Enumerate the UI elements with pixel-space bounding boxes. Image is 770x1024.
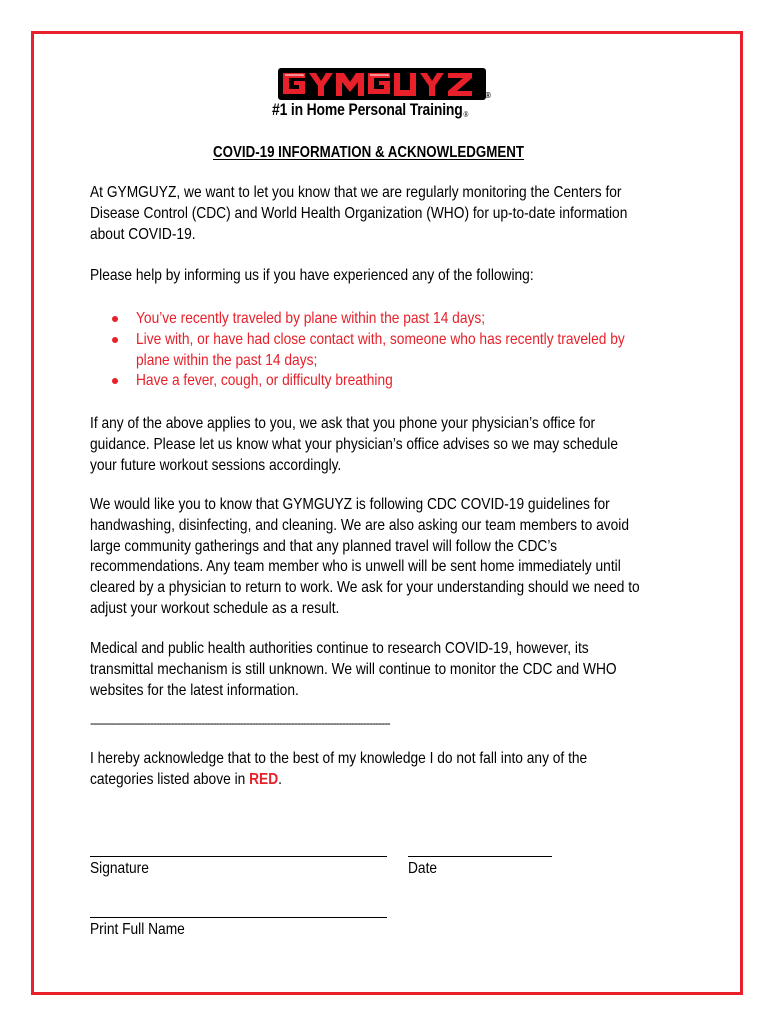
text-line: At GYMGUYZ, we want to let you know that we are regularly monitoring the Centers for	[90, 184, 622, 201]
registered-mark: ®	[485, 91, 491, 100]
guidelines-paragraph	[90, 495, 675, 620]
list-item	[112, 371, 704, 392]
gymguyz-wordmark	[278, 67, 494, 103]
text-line: websites for the latest information.	[90, 681, 299, 699]
dashed-separator: ----------------------------------------------------------------------------------------------------	[90, 718, 390, 728]
tagline-registered-mark: ®	[463, 110, 469, 119]
text-line: I hereby acknowledge that to the best of my knowledge I do not fall into any of the	[90, 750, 588, 767]
list-item-text: Live with, or have had close contact with, someone who has recently traveled by	[136, 330, 625, 348]
date-field[interactable]	[408, 856, 552, 857]
tagline-text: #1 in Home Personal Training	[272, 100, 463, 119]
text-line: Disease Control (CDC) and World Health Organization (WHO) for up-to-date information	[90, 204, 628, 222]
text-line: We would like you to know that GYMGUYZ is following CDC COVID-19 guidelines for	[90, 496, 610, 513]
full-name-label: Print Full Name	[90, 921, 185, 938]
text-line: recommendations. Any team member who is unwell will be sent home immediately until	[90, 558, 621, 576]
text-line: cleared by a physician to return to work. We ask for your understanding should we need to	[90, 579, 640, 597]
text-line: your future workout sessions accordingly.	[90, 456, 342, 474]
intro-paragraph	[90, 183, 675, 245]
research-paragraph	[90, 639, 675, 701]
date-label: Date	[408, 860, 438, 877]
signature-field[interactable]	[90, 856, 387, 857]
physician-paragraph	[90, 414, 675, 476]
text-line: transmittal mechanism is still unknown. We will continue to monitor the CDC and WHO	[90, 660, 617, 678]
list-item-text: You’ve recently traveled by plane within the past 14 days;	[136, 310, 486, 327]
list-item-text: plane within the past 14 days;	[136, 351, 318, 369]
acknowledgement-paragraph	[90, 749, 675, 791]
ack-text: categories listed above in	[90, 770, 250, 788]
full-name-field[interactable]	[90, 917, 387, 918]
list-item	[112, 309, 704, 330]
bullet-icon	[112, 337, 118, 343]
text-line: Medical and public health authorities continue to research COVID-19, however, its	[90, 640, 589, 657]
text-line: about COVID-19.	[90, 225, 196, 243]
text-line: large community gatherings and that any planned travel will follow the CDC’s	[90, 537, 558, 555]
text-line: adjust your workout schedule as a result.	[90, 599, 340, 617]
document-title: COVID-19 INFORMATION & ACKNOWLEDGMENT	[213, 144, 525, 161]
symptom-list	[112, 309, 704, 392]
text-line: If any of the above applies to you, we ask that you phone your physician’s office for	[90, 415, 596, 432]
symptoms-prompt	[90, 266, 675, 287]
list-item-text: Have a fever, cough, or difficulty breathing	[136, 372, 393, 390]
bullet-icon	[112, 378, 118, 384]
logo-tagline	[272, 100, 468, 120]
ack-period: .	[278, 770, 282, 788]
list-item	[112, 330, 704, 372]
text-line	[90, 770, 675, 791]
text-line: Please help by informing us if you have experienced any of the following:	[90, 267, 534, 284]
signature-label: Signature	[90, 860, 149, 877]
text-line: guidance. Please let us know what your physician’s office advises so we may schedule	[90, 435, 619, 453]
bullet-icon	[112, 316, 118, 322]
text-line: handwashing, disinfecting, and cleaning. We are also asking our team members to avoid	[90, 516, 629, 534]
red-emphasis: RED	[249, 770, 279, 788]
